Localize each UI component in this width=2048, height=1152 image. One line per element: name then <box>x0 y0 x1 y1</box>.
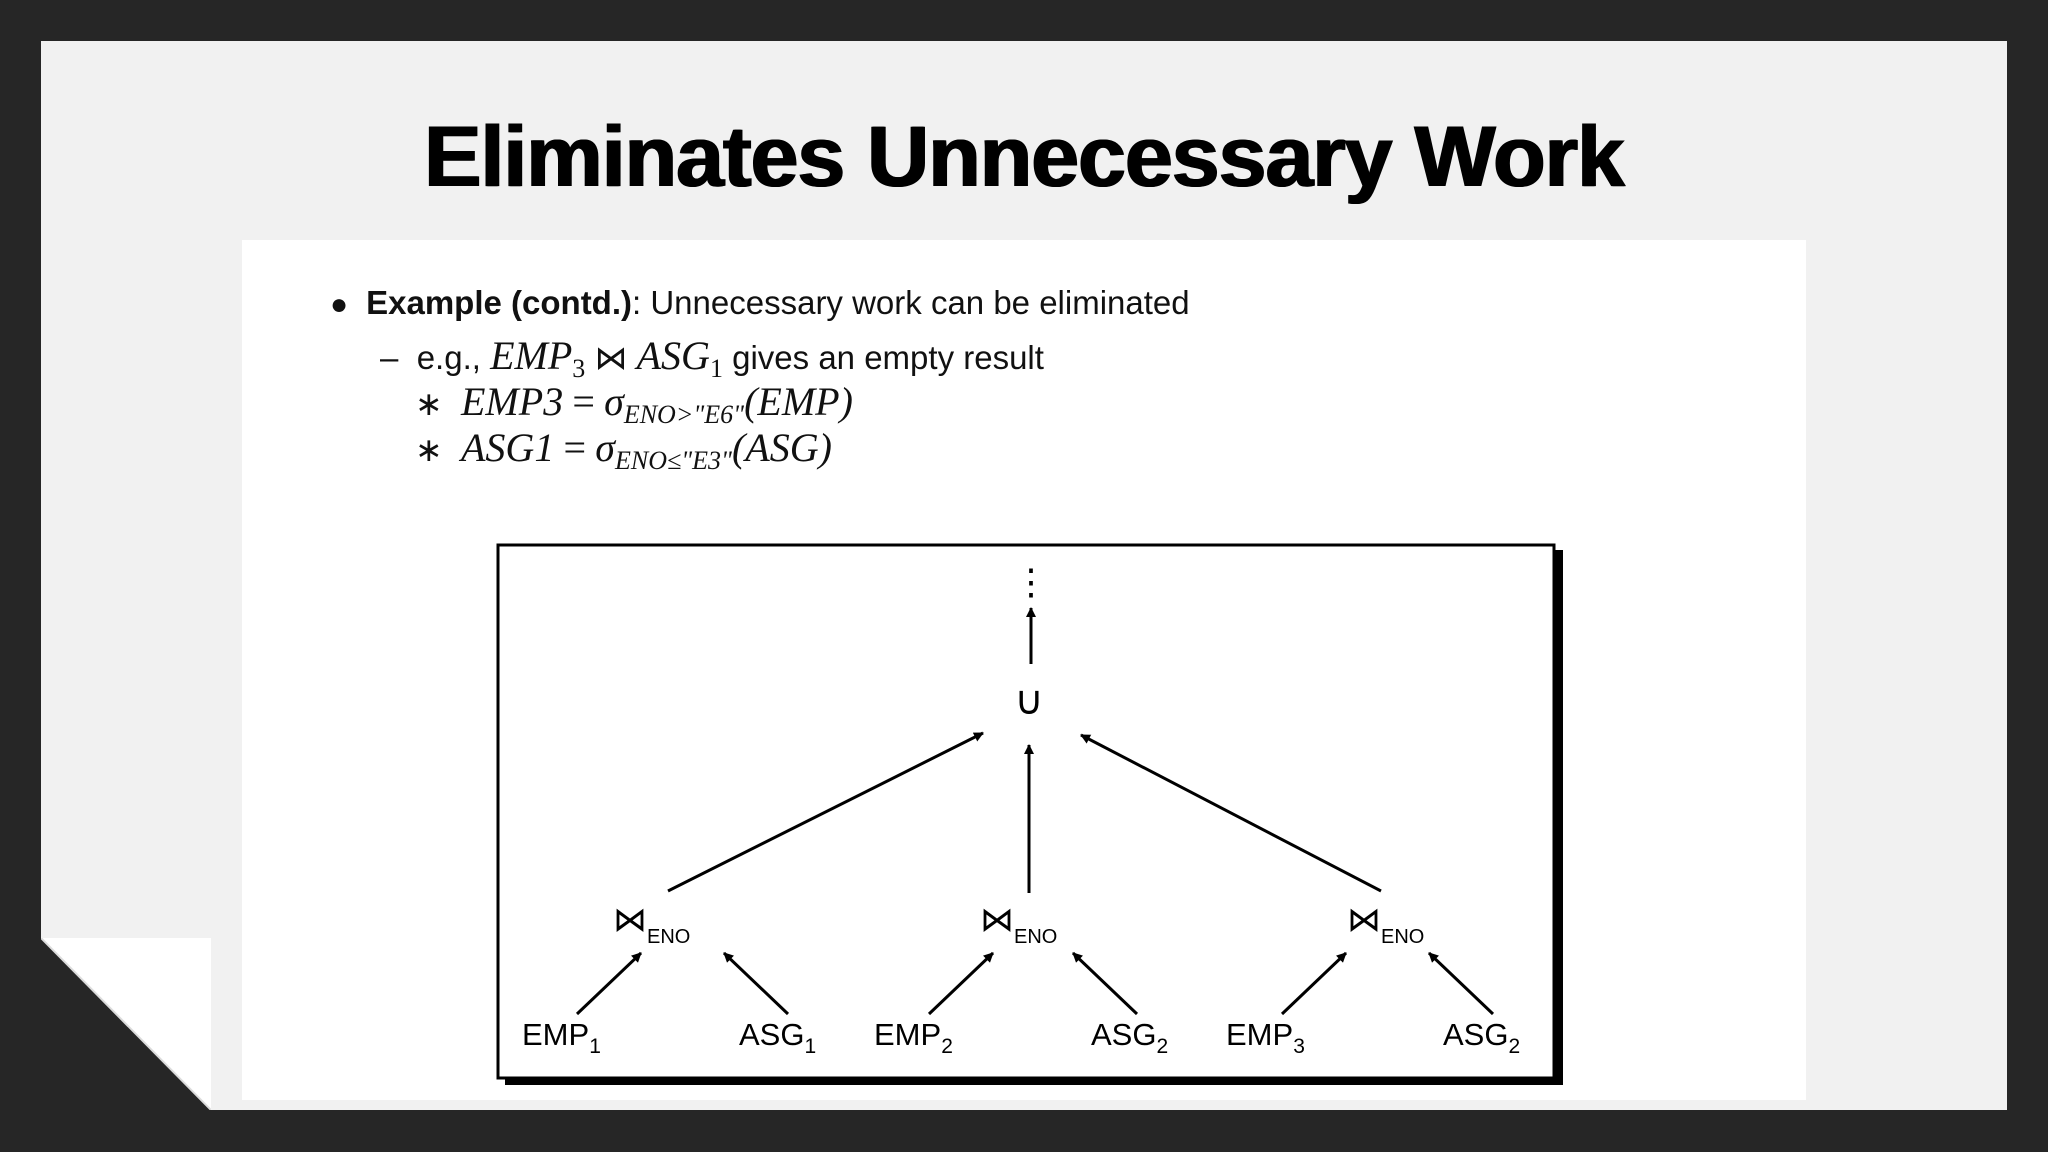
slide-title: Eliminates Unnecessary Work <box>424 109 1624 205</box>
bullet-label: Example (contd.) <box>366 284 632 321</box>
formula-1-cond: ENO>"E6" <box>623 400 745 429</box>
leaf-asg2-sub: 2 <box>1156 1035 1169 1058</box>
leaf-asg2b-name: ASG <box>1443 1017 1509 1052</box>
sub-bullet-suffix: gives an empty result <box>732 339 1044 376</box>
formula-1-eq: = <box>572 379 595 424</box>
join-3-symbol: ⋈ <box>1347 901 1381 939</box>
leaf-asg2-name: ASG <box>1091 1017 1157 1052</box>
bullet-separator: : <box>632 284 651 321</box>
join-symbol: ⋈ <box>594 339 628 376</box>
join-2-symbol: ⋈ <box>980 901 1014 939</box>
leaf-emp2 <box>874 1017 953 1058</box>
leaf-emp3-name: EMP <box>1226 1017 1294 1052</box>
leaf-emp1-sub: 1 <box>589 1035 601 1058</box>
bullet-icon: ● <box>330 288 349 321</box>
join-2-sub: ENO <box>1014 926 1058 948</box>
leaf-asg1-name: ASG <box>739 1017 805 1052</box>
formula-1-sigma: σ <box>604 379 624 424</box>
leaf-asg2b-sub: 2 <box>1508 1035 1521 1058</box>
union-symbol: ∪ <box>1014 679 1044 723</box>
sub-bullet-lhs: EMP <box>490 333 573 378</box>
diagram-frame <box>498 545 1554 1078</box>
formula-2-name: ASG1 <box>461 425 555 470</box>
join-1-symbol: ⋈ <box>613 901 647 939</box>
formula-1-name: EMP3 <box>461 379 564 424</box>
leaf-emp2-name: EMP <box>874 1017 942 1052</box>
leaf-emp1-name: EMP <box>522 1017 590 1052</box>
sub-bullet-rhs: ASG <box>636 333 710 378</box>
formula-1-arg: (EMP) <box>744 379 853 424</box>
formula-2-eq: = <box>563 425 587 470</box>
join-1-sub: ENO <box>647 926 691 948</box>
leaf-emp3-sub: 3 <box>1293 1035 1305 1058</box>
leaf-emp2-sub: 2 <box>941 1035 953 1058</box>
sub-bullet-prefix: e.g., <box>416 339 481 376</box>
star-icon: ∗ <box>415 385 443 422</box>
leaf-emp3 <box>1226 1017 1305 1058</box>
join-3-sub: ENO <box>1381 926 1425 948</box>
leaf-emp1 <box>522 1017 601 1058</box>
bullet-text: Unnecessary work can be eliminated <box>650 284 1190 321</box>
leaf-asg1-sub: 1 <box>804 1035 817 1058</box>
sub-bullet-lhs-sub: 3 <box>572 354 586 383</box>
formula-2-sigma: σ <box>595 425 615 470</box>
dash-icon: – <box>380 339 417 376</box>
formula-2-cond: ENO≤"E3" <box>614 446 732 475</box>
formula-2-arg: (ASG) <box>731 425 832 470</box>
sub-bullet-rhs-sub: 1 <box>709 354 723 383</box>
star-icon: ∗ <box>415 431 443 468</box>
top-marker: ⋮ <box>1013 561 1049 602</box>
